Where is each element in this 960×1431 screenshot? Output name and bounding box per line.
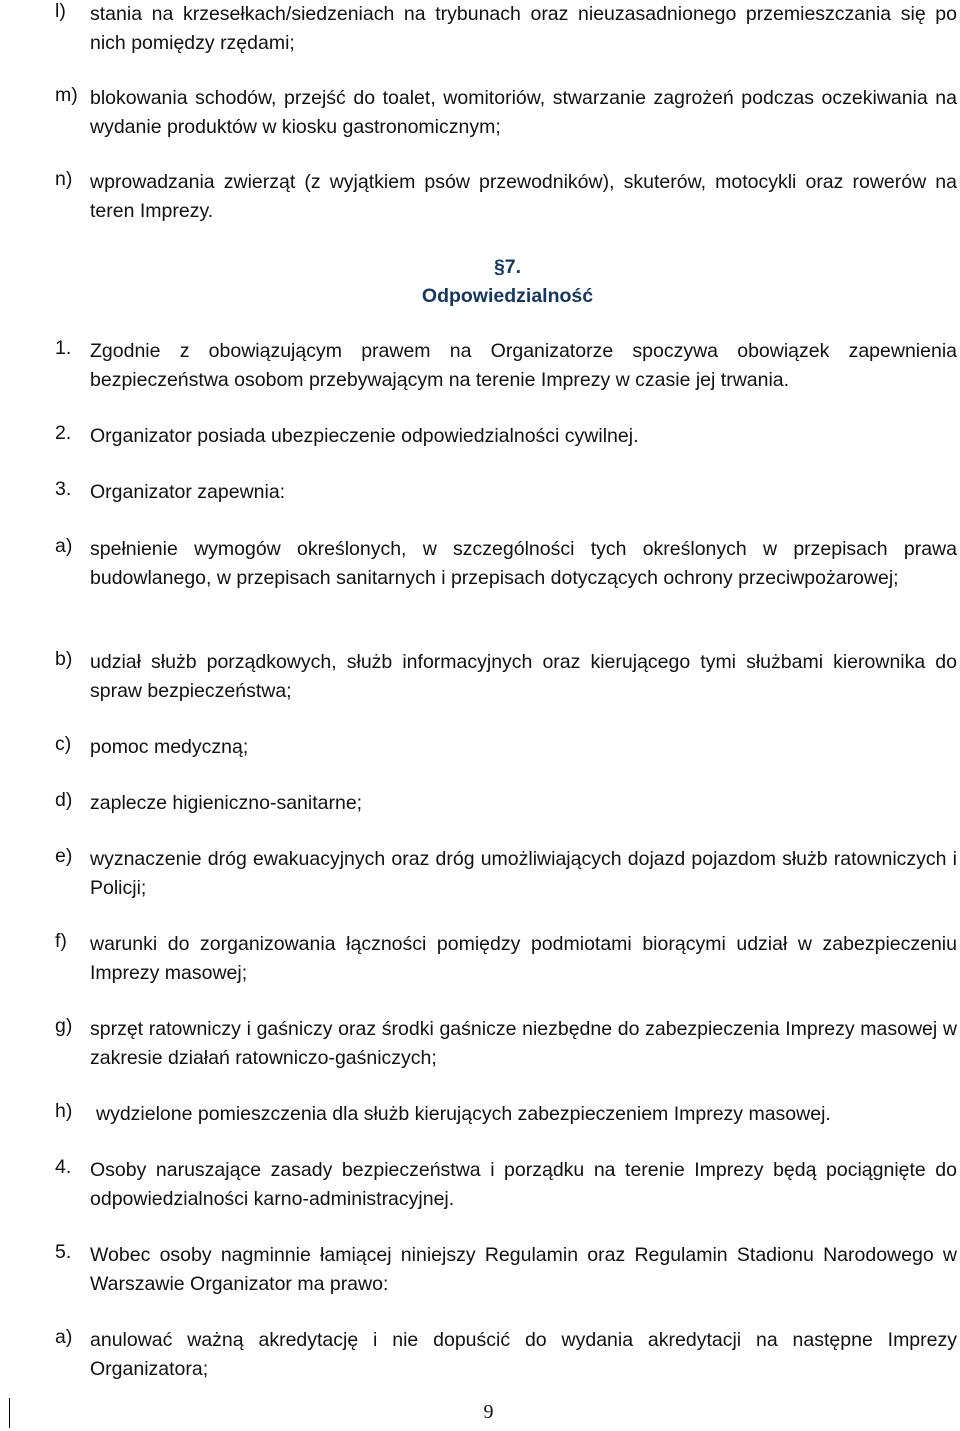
point-text: Zgodnie z obowiązującym prawem na Organizatorze spoczywa obowiązek zapewnienia bezpieczeństwa osobom przebywającym na terenie Imprezy w czasie jej trwania. [90, 340, 957, 391]
subpoint-b [55, 648, 957, 706]
section-title: Odpowiedzialność [421, 285, 594, 307]
subpoint-marker: g) [55, 1015, 73, 1037]
list-item-text: wprowadzania zwierząt (z wyjątkiem psów przewodników), skuterów, motocykli oraz rowerów na teren Imprezy. [90, 171, 957, 222]
subpoint-text: wyznaczenie dróg ewakuacyjnych oraz dróg umożliwiających dojazd pojazdom służb ratowniczych i Policji; [90, 848, 957, 899]
subpoint-c [55, 733, 957, 762]
point-4 [55, 1156, 957, 1214]
subpoint-marker: c) [55, 733, 72, 755]
subpoint-5a [55, 1326, 957, 1384]
point-2 [55, 422, 957, 451]
subpoint-text: warunki do zorganizowania łączności pomiędzy podmiotami biorącymi udział w zabezpieczeniu Imprezy masowej; [90, 933, 957, 984]
list-item-m [55, 84, 957, 142]
subpoint-text: anulować ważną akredytację i nie dopuścić do wydania akredytacji na następne Imprezy Organizatora; [90, 1329, 957, 1380]
subpoint-marker: a) [55, 535, 73, 557]
list-marker: n) [55, 168, 73, 190]
subpoint-g [55, 1015, 957, 1073]
subpoint-h [55, 1100, 957, 1129]
subpoint-text: wydzielone pomieszczenia dla służb kierujących zabezpieczeniem Imprezy masowej. [96, 1103, 831, 1125]
subpoint-text: spełnienie wymogów określonych, w szczególności tych określonych w przepisach prawa budowlanego, w przepisach sanitarnych i przepisach dotyczących ochrony przeciwpożarowej; [90, 538, 957, 589]
point-5 [55, 1241, 957, 1299]
subpoint-marker: f) [55, 930, 67, 952]
subpoint-marker: d) [55, 789, 73, 811]
subpoint-text: pomoc medyczną; [90, 736, 249, 758]
list-item-l [55, 0, 957, 58]
list-item-text: blokowania schodów, przejść do toalet, womitoriów, stwarzanie zagrożeń podczas oczekiwania na wydanie produktów w kiosku gastronomicznym; [90, 87, 957, 138]
point-marker: 3. [55, 478, 72, 500]
subpoint-marker: h) [55, 1100, 73, 1122]
subpoint-d [55, 789, 957, 818]
point-text: Organizator posiada ubezpieczenie odpowiedzialności cywilnej. [90, 425, 639, 447]
subpoint-text: udział służb porządkowych, służb informacyjnych oraz kierującego tymi służbami kierownika do spraw bezpieczeństwa; [90, 651, 957, 702]
list-item-n [55, 168, 957, 226]
subpoint-a [55, 535, 957, 593]
list-item-text: stania na krzesełkach/siedzeniach na trybunach oraz nieuzasadnionego przemieszczania się po nich pomiędzy rzędami; [90, 3, 957, 54]
subpoint-e [55, 845, 957, 903]
subpoint-marker: b) [55, 648, 73, 670]
point-3 [55, 478, 957, 507]
list-marker: m) [55, 84, 78, 106]
subpoint-text: sprzęt ratowniczy i gaśniczy oraz środki gaśnicze niezbędne do zabezpieczenia Imprezy masowej w zakresie działań ratowniczo-gaśniczych; [90, 1018, 957, 1069]
list-marker: l) [55, 0, 66, 22]
subpoint-marker: a) [55, 1326, 73, 1348]
subpoint-marker: e) [55, 845, 73, 867]
point-marker: 2. [55, 422, 72, 444]
point-marker: 1. [55, 337, 72, 359]
point-1 [55, 337, 957, 395]
point-marker: 5. [55, 1241, 72, 1263]
point-marker: 4. [55, 1156, 72, 1178]
point-text: Wobec osoby nagminnie łamiącej niniejszy Regulamin oraz Regulamin Stadionu Narodowego w Warszawie Organizator ma prawo: [90, 1244, 957, 1295]
page-number: 9 [483, 1401, 494, 1423]
section-number: §7. [493, 256, 522, 278]
point-text: Organizator zapewnia: [90, 481, 286, 503]
subpoint-text: zaplecze higieniczno-sanitarne; [90, 792, 363, 814]
subpoint-f [55, 930, 957, 988]
point-text: Osoby naruszające zasady bezpieczeństwa i porządku na terenie Imprezy będą pociągnięte do odpowiedzialności karno-administracyjnej. [90, 1159, 957, 1210]
